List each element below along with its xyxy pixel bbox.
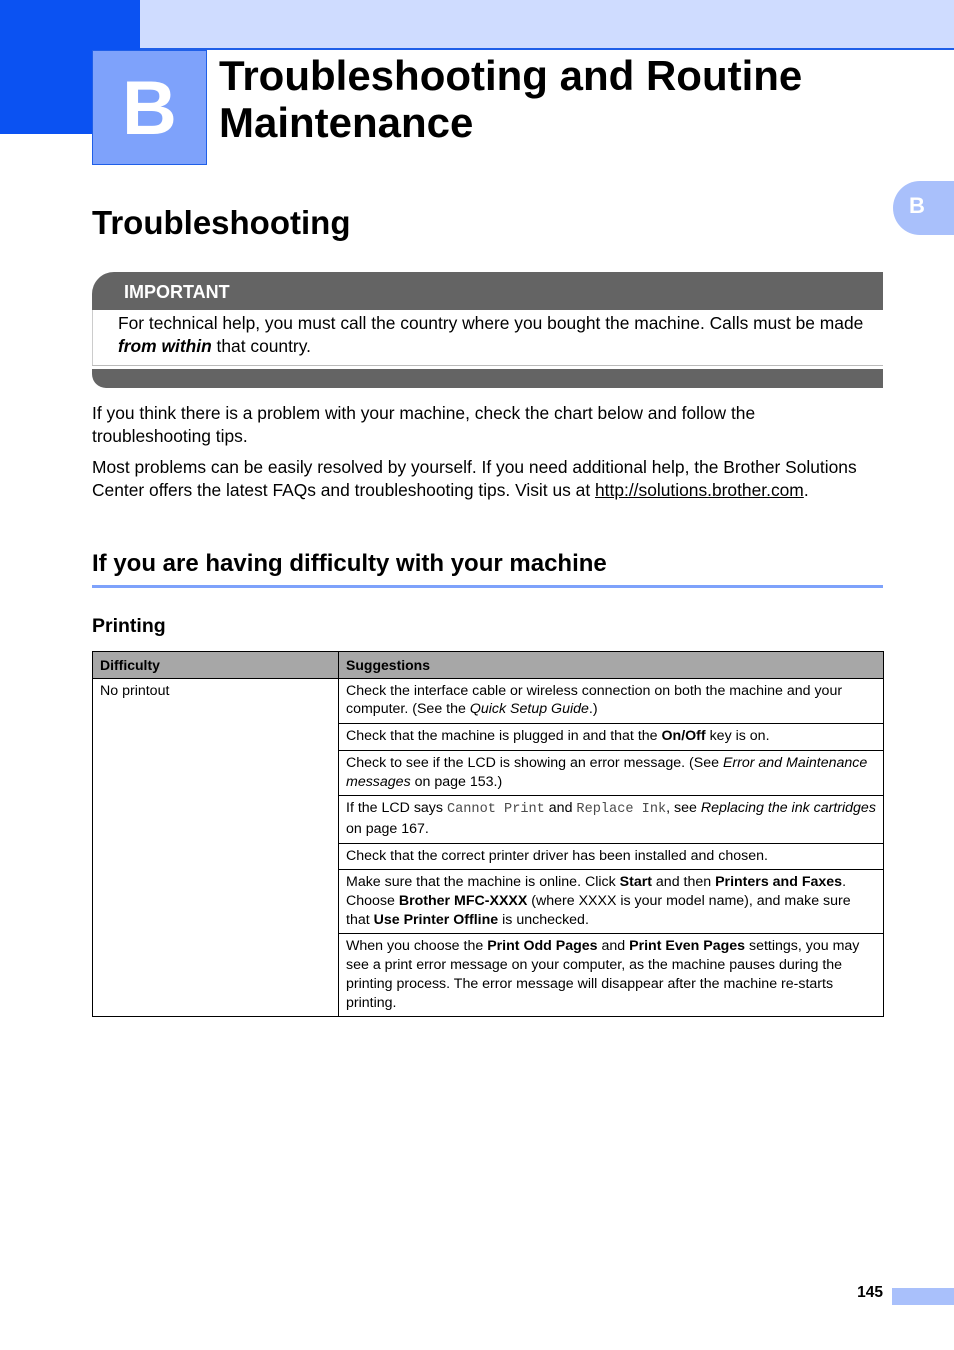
important-left-border <box>92 310 93 366</box>
section-title: Troubleshooting <box>92 204 351 241</box>
important-header: IMPORTANT <box>92 272 883 310</box>
important-divider <box>92 365 883 366</box>
header-difficulty: Difficulty <box>93 652 339 679</box>
header-suggestions: Suggestions <box>339 652 884 679</box>
lcd-message: Replace Ink <box>576 802 667 818</box>
page-number: 145 <box>857 1284 883 1301</box>
troubleshooting-table <box>92 651 884 1017</box>
topic-title: Printing <box>92 615 166 637</box>
suggestion-cell: Check that the machine is plugged in and that the On/Off key is on. <box>339 724 884 751</box>
chapter-side-tab[interactable]: B <box>893 181 954 235</box>
suggestion-cell: Check that the correct printer driver has been installed and chosen. <box>339 843 884 870</box>
top-header-band <box>0 0 954 49</box>
important-text-before: For technical help, you must call the country where you bought the machine. Calls must be made <box>118 313 864 333</box>
subsection-title: If you are having difficulty with your machine <box>92 550 607 577</box>
suggestion-cell: Make sure that the machine is online. Click Start and then Printers and Faxes. Choose Brother MFC-XXXX (where XXXX is your model name), and make sure that Use Printer Offline is unchecked. <box>339 870 884 934</box>
intro-paragraph-2 <box>92 456 872 501</box>
table-header-row <box>93 652 884 679</box>
suggestion-cell: Check to see if the LCD is showing an error message. (See Error and Maintenance messages on page 153.) <box>339 750 884 795</box>
table-row <box>93 678 884 723</box>
intro-paragraph-1: If you think there is a problem with your machine, check the chart below and follow the troubleshooting tips. <box>92 403 756 446</box>
lcd-message: Cannot Print <box>446 802 545 818</box>
important-emphasis: from within <box>118 335 212 356</box>
difficulty-cell: No printout <box>93 678 339 1017</box>
page-number-bar <box>892 1288 954 1305</box>
solutions-center-link[interactable]: http://solutions.brother.com <box>595 479 804 500</box>
important-text-after: that country. <box>211 335 311 356</box>
chapter-title: Troubleshooting and Routine Maintenance <box>219 52 803 146</box>
intro-paragraph-2-end: . <box>803 479 809 500</box>
suggestion-cell: If the LCD says Cannot Print and Replace Ink, see Replacing the ink cartridges on page 167. <box>339 796 884 843</box>
subsection-underline <box>92 585 883 588</box>
important-footer-bar <box>92 369 883 388</box>
chapter-letter-box: B <box>92 50 207 165</box>
top-header-rule <box>140 48 954 50</box>
intro-paragraph-2-text: Most problems can be easily resolved by yourself. If you need additional help, the Brother Solutions Center offers the latest FAQs and troubleshooting tips. Visit us at <box>92 457 857 500</box>
important-text <box>118 312 878 357</box>
suggestion-cell: When you choose the Print Odd Pages and Print Even Pages settings, you may see a print error message on your computer, as the machine pauses during the printing process. The error message will disappear after the machine re-starts printing. <box>339 934 884 1017</box>
suggestion-cell: Check the interface cable or wireless connection on both the machine and your computer. (See the Quick Setup Guide.) <box>339 678 884 723</box>
